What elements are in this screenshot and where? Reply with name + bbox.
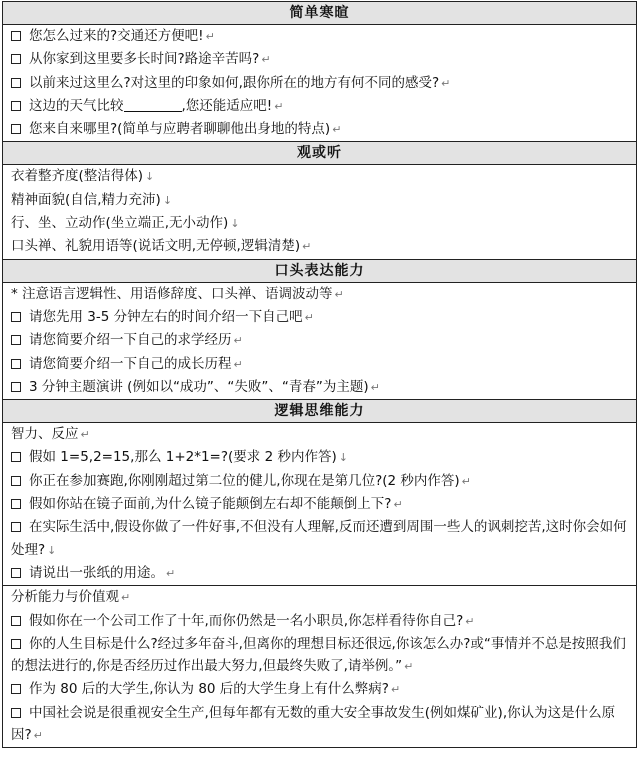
checkbox[interactable]: [11, 616, 21, 626]
question-text: 假如 1=5,2=15,那么 1+2*1=?(要求 2 秒内作答): [29, 449, 337, 466]
checkbox[interactable]: [11, 499, 21, 509]
question-text: 作为 80 后的大学生,你认为 80 后的大学生身上有什么弊病?: [29, 681, 389, 698]
section: [3, 260, 636, 400]
question-block: [3, 165, 636, 258]
question-row: [3, 25, 636, 48]
question-text: 分析能力与价值观: [11, 589, 119, 606]
question-row: [3, 516, 636, 562]
question-text: 以前来过这里么?对这里的印象如何,跟你所在的地方有何不同的感受?: [29, 74, 440, 91]
fill-in-blank: [124, 97, 182, 112]
paragraph-mark-icon: ↵: [334, 287, 344, 301]
paragraph-mark-icon: ↵: [274, 99, 284, 113]
paragraph-mark-icon: ↓: [145, 170, 155, 184]
paragraph-mark-icon: ↵: [370, 380, 380, 394]
checkbox[interactable]: [11, 335, 21, 345]
question-row: [3, 702, 636, 748]
paragraph-mark-icon: ↵: [261, 53, 271, 67]
paragraph-mark-icon: ↓: [47, 543, 57, 557]
question-text: 3 分钟主题演讲 (例如以“成功”、“失败”、“青春”为主题): [29, 378, 369, 395]
question-row: [3, 165, 636, 188]
paragraph-mark-icon: ↵: [465, 614, 475, 628]
section-title: 口头表达能力: [3, 260, 636, 283]
checkbox[interactable]: [11, 359, 21, 369]
checkbox[interactable]: [11, 684, 21, 694]
question-row: [3, 48, 636, 71]
question-row: [3, 235, 636, 258]
question-row: [3, 633, 636, 679]
question-row: [3, 562, 636, 585]
checkbox[interactable]: [11, 452, 21, 462]
checkbox[interactable]: [11, 54, 21, 64]
checkbox[interactable]: [11, 78, 21, 88]
question-block: [3, 283, 636, 399]
checkbox[interactable]: [11, 568, 21, 578]
checkbox[interactable]: [11, 312, 21, 322]
question-text: 请您先用 3-5 分钟左右的时间介绍一下自己吧: [29, 308, 303, 325]
question-row: [3, 212, 636, 235]
question-text: 你的人生目标是什么?经过多年奋斗,但离你的理想目标还很远,你该怎么办?或“事情并不总是按照我们的想法进行的,你是否经历过作出最大努力,但最终失败了,请举例。”: [11, 635, 626, 675]
paragraph-mark-icon: ↵: [441, 76, 451, 90]
checkbox[interactable]: [11, 101, 21, 111]
question-row: [3, 678, 636, 701]
checkbox[interactable]: [11, 639, 21, 649]
paragraph-mark-icon: ↵: [121, 591, 131, 605]
interview-question-sheet: [2, 1, 637, 748]
question-row: [3, 446, 636, 469]
question-row: [3, 329, 636, 352]
question-text: 您来自来哪里?(简单与应聘者聊聊他出身地的特点): [29, 121, 331, 138]
question-text: 请您简要介绍一下自己的求学经历: [29, 332, 232, 349]
checkbox[interactable]: [11, 124, 21, 134]
paragraph-mark-icon: ↵: [80, 428, 90, 442]
question-row: [3, 306, 636, 329]
paragraph-mark-icon: ↵: [302, 240, 312, 254]
question-text: 您怎么过来的?交通还方便吧!: [29, 28, 204, 44]
section: [3, 2, 636, 142]
question-row: [3, 610, 636, 633]
question-text: 智力、反应: [11, 426, 79, 443]
question-block: [3, 423, 636, 585]
question-text-continued: ,您还能适应吧!: [181, 97, 273, 114]
question-row: [3, 586, 636, 609]
question-block: [3, 25, 636, 141]
question-row: [3, 95, 636, 118]
paragraph-mark-icon: ↵: [461, 474, 471, 488]
checkbox[interactable]: [11, 382, 21, 392]
question-text: 请说出一张纸的用途。: [29, 564, 164, 581]
section-title: 观或听: [3, 142, 636, 165]
paragraph-mark-icon: ↓: [162, 193, 173, 207]
question-text: 在实际生活中,假设你做了一件好事,不但没有人理解,反而还遭到周围一些人的讽刺挖苦,这时你会如何处理?: [11, 519, 627, 558]
paragraph-mark-icon: ↵: [304, 310, 314, 324]
section: [3, 400, 636, 747]
paragraph-mark-icon: ↵: [390, 683, 401, 697]
paragraph-mark-icon: ↵: [393, 498, 403, 512]
paragraph-mark-icon: ↓: [338, 451, 348, 465]
question-text: 口头禅、礼貌用语等(说话文明,无停顿,逻辑清楚): [11, 238, 301, 255]
question-text: 从你家到这里要多长时间?路途辛苦吗?: [29, 51, 260, 68]
checkbox[interactable]: [11, 476, 21, 486]
question-text: 你正在参加赛跑,你刚刚超过第二位的健儿,你现在是第几位?(2 秒内作答): [29, 472, 460, 489]
checkbox[interactable]: [11, 31, 21, 41]
checkbox[interactable]: [11, 522, 21, 532]
paragraph-mark-icon: ↵: [233, 357, 243, 371]
question-text: 行、坐、立动作(坐立端正,无小动作): [11, 215, 229, 232]
paragraph-mark-icon: ↓: [230, 217, 240, 231]
paragraph-mark-icon: ↵: [33, 729, 43, 743]
question-row: [3, 118, 636, 141]
section-title: 简单寒暄: [3, 2, 636, 25]
section-title: 逻辑思维能力: [3, 400, 636, 423]
question-block: [3, 585, 636, 747]
question-text: * 注意语言逻辑性、用语修辞度、口头禅、语调波动等: [11, 285, 333, 302]
question-row: [3, 470, 636, 493]
question-text: 这边的天气比较: [29, 97, 124, 114]
question-row: [3, 493, 636, 516]
question-text: 假如你在一个公司工作了十年,而你仍然是一名小职员,你怎样看待你自己?: [29, 612, 464, 629]
question-row: [3, 376, 636, 399]
question-row: [3, 72, 636, 95]
question-text: 假如你站在镜子面前,为什么镜子能颠倒左右却不能颠倒上下?: [29, 496, 392, 513]
paragraph-mark-icon: ↵: [166, 566, 176, 580]
checkbox[interactable]: [11, 708, 21, 718]
question-row: [3, 283, 636, 306]
question-text: 衣着整齐度(整洁得体): [11, 168, 144, 185]
paragraph-mark-icon: ↵: [205, 30, 215, 43]
question-text: 中国社会说是很重视安全生产,但每年都有无数的重大安全事故发生(例如煤矿业),你认为这是什么原因?: [11, 704, 616, 744]
question-text: 精神面貌(自信,精力充沛): [11, 191, 161, 208]
paragraph-mark-icon: ↵: [404, 660, 414, 674]
paragraph-mark-icon: ↵: [332, 123, 342, 137]
question-text: 请您简要介绍一下自己的成长历程: [29, 355, 232, 372]
question-row: [3, 423, 636, 446]
question-row: [3, 189, 636, 212]
question-row: [3, 353, 636, 376]
section: [3, 142, 636, 259]
paragraph-mark-icon: ↵: [233, 334, 243, 348]
